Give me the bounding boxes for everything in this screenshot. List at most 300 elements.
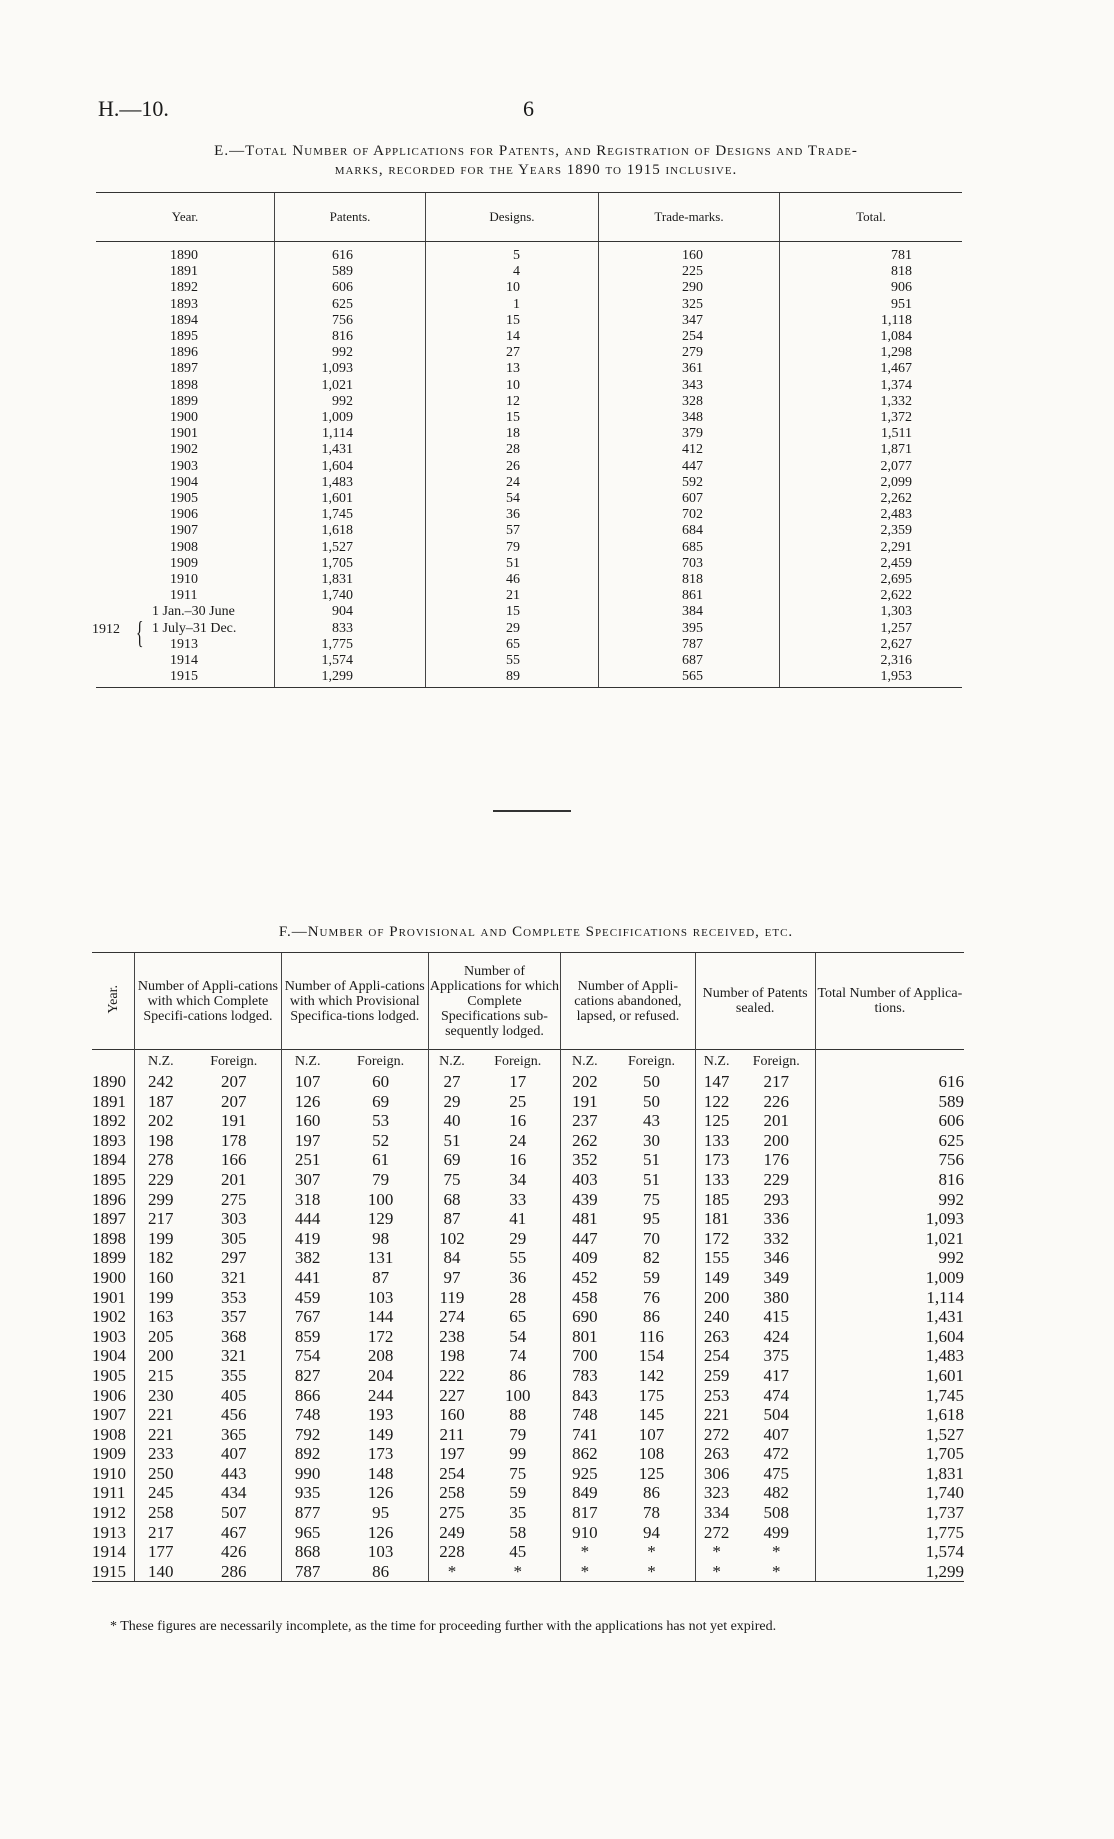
cell-year: 1895	[92, 1169, 126, 1189]
cell-total: 2,483	[780, 507, 963, 523]
cell-sealed-nz: 323	[695, 1483, 738, 1503]
cell-designs: 57	[426, 523, 599, 539]
cell-abandoned-nz: 409	[561, 1248, 609, 1268]
col-abandoned: Number of Appli-cations abandoned, lapsed, or refused.	[561, 953, 695, 1050]
cell-abandoned-foreign: 82	[642, 1248, 660, 1268]
cell-abandoned-nz: *	[561, 1562, 609, 1582]
cell-complete-nz: 233	[135, 1444, 187, 1464]
cell-abandoned-foreign: *	[647, 1542, 656, 1562]
cell-provisional-foreign: 61	[372, 1150, 390, 1170]
brace-icon: {	[135, 614, 144, 650]
cell-complete-foreign: 443	[220, 1463, 247, 1483]
sub-foreign: Foreign.	[475, 1050, 561, 1073]
cell-sealed-nz: *	[695, 1542, 738, 1562]
cell-subsequent-foreign: 35	[509, 1503, 527, 1523]
table-row	[96, 297, 962, 313]
sub-foreign: Foreign.	[333, 1050, 428, 1073]
cell-abandoned-nz: 237	[561, 1111, 609, 1131]
table-row	[96, 459, 962, 475]
cell-abandoned-nz: 817	[561, 1503, 609, 1523]
cell-complete-foreign: 207	[220, 1072, 247, 1091]
cell-year: 1896	[92, 1189, 126, 1209]
cell-subsequent-foreign: 34	[509, 1169, 527, 1189]
cell-patents: 904	[275, 604, 426, 620]
cell-trademarks: 684	[599, 523, 780, 539]
cell-abandoned-foreign: 95	[642, 1209, 660, 1229]
cell-sealed-foreign: 201	[763, 1111, 789, 1131]
cell-provisional-nz: 160	[281, 1111, 333, 1131]
cell-year: 1913	[170, 636, 198, 652]
cell-year: 1900	[92, 1267, 126, 1287]
cell-subsequent-foreign: 55	[509, 1248, 527, 1268]
cell-abandoned-nz: 783	[561, 1366, 609, 1386]
table-row	[96, 345, 962, 361]
cell-designs: 36	[426, 507, 599, 523]
cell-provisional-nz: 935	[281, 1483, 333, 1503]
cell-abandoned-nz: 925	[561, 1464, 609, 1484]
cell-abandoned-foreign: 70	[642, 1228, 660, 1248]
cell-year: 1901	[170, 426, 198, 442]
cell-subsequent-nz: 97	[428, 1268, 475, 1288]
document-reference: H.—10.	[98, 96, 169, 121]
cell-subsequent-foreign: 79	[509, 1424, 527, 1444]
table-f-header-row	[92, 953, 964, 1050]
cell-abandoned-foreign: 154	[638, 1346, 665, 1366]
table-row	[96, 604, 962, 620]
cell-trademarks: 384	[599, 604, 780, 620]
cell-provisional-foreign: 103	[367, 1542, 394, 1562]
cell-subsequent-nz: 274	[428, 1307, 475, 1327]
cell-subsequent-foreign: 33	[509, 1189, 527, 1209]
cell-complete-foreign: 178	[220, 1130, 247, 1150]
cell-sealed-nz: 173	[695, 1150, 738, 1170]
cell-year: 1911	[170, 588, 198, 604]
cell-abandoned-foreign: 50	[642, 1091, 660, 1111]
cell-trademarks: 685	[599, 540, 780, 556]
cell-total: 1,618	[815, 1405, 964, 1425]
cell-provisional-nz: 419	[281, 1229, 333, 1249]
cell-sealed-nz: 221	[695, 1405, 738, 1425]
cell-provisional-foreign: 173	[367, 1444, 394, 1464]
cell-complete-foreign: 305	[220, 1228, 247, 1248]
cell-sealed-foreign: 474	[763, 1385, 789, 1405]
cell-sealed-nz: 125	[695, 1111, 738, 1131]
cell-subsequent-foreign: 29	[509, 1228, 527, 1248]
cell-trademarks: 565	[599, 669, 780, 688]
cell-abandoned-foreign: 59	[642, 1267, 660, 1287]
cell-provisional-foreign: 86	[333, 1562, 428, 1582]
cell-patents: 1,574	[275, 653, 426, 669]
cell-provisional-nz: 307	[281, 1170, 333, 1190]
cell-provisional-nz: 441	[281, 1268, 333, 1288]
cell-total: 1,737	[815, 1503, 964, 1523]
cell-total: 1,332	[780, 394, 963, 410]
cell-subsequent-foreign: 99	[509, 1444, 527, 1464]
cell-subsequent-foreign: 16	[509, 1150, 527, 1170]
table-f	[92, 952, 964, 1582]
cell-designs: 4	[426, 264, 599, 280]
col-year: Year.	[92, 953, 135, 1050]
cell-year: 1897	[170, 361, 198, 377]
cell-trademarks: 703	[599, 556, 780, 572]
cell-subsequent-foreign: 36	[509, 1267, 527, 1287]
page-header	[98, 96, 968, 126]
cell-complete-foreign: 297	[220, 1248, 247, 1268]
cell-year: 1 Jan.–30 June	[152, 604, 235, 620]
cell-total: 818	[780, 264, 963, 280]
cell-abandoned-nz: 801	[561, 1327, 609, 1347]
cell-complete-nz: 199	[135, 1288, 187, 1308]
cell-subsequent-foreign: 25	[509, 1091, 527, 1111]
cell-total: 1,372	[780, 410, 963, 426]
cell-abandoned-nz: 843	[561, 1386, 609, 1406]
cell-complete-foreign: 467	[220, 1522, 247, 1542]
col-provisional: Number of Appli-cations with which Provisional Specifica-tions lodged.	[281, 953, 428, 1050]
table-e	[96, 192, 962, 688]
cell-trademarks: 412	[599, 442, 780, 458]
cell-provisional-nz: 868	[281, 1542, 333, 1562]
cell-year: 1911	[92, 1483, 126, 1503]
cell-total: 756	[815, 1150, 964, 1170]
cell-year: 1915	[96, 669, 275, 688]
cell-total: 2,316	[780, 653, 963, 669]
cell-provisional-nz: 787	[281, 1562, 333, 1582]
table-row	[92, 1366, 964, 1386]
cell-sealed-nz: 334	[695, 1503, 738, 1523]
cell-sealed-nz: 259	[695, 1366, 738, 1386]
cell-total: 1,467	[780, 361, 963, 377]
section-divider	[493, 810, 571, 812]
cell-total: 2,627	[780, 637, 963, 653]
cell-abandoned-foreign: 175	[638, 1385, 665, 1405]
cell-subsequent-nz: 275	[428, 1503, 475, 1523]
cell-patents: 833	[275, 621, 426, 637]
cell-abandoned-nz: 191	[561, 1092, 609, 1112]
cell-provisional-foreign: 204	[367, 1365, 394, 1385]
cell-abandoned-nz: 352	[561, 1150, 609, 1170]
cell-trademarks: 347	[599, 313, 780, 329]
cell-sealed-nz: *	[695, 1562, 738, 1582]
col-total: Total.	[780, 193, 963, 242]
table-row	[96, 507, 962, 523]
cell-year: 1898	[92, 1228, 126, 1248]
cell-provisional-foreign: 148	[367, 1463, 394, 1483]
cell-subsequent-nz: 160	[428, 1405, 475, 1425]
cell-sealed-foreign: 407	[763, 1424, 789, 1444]
cell-provisional-nz: 827	[281, 1366, 333, 1386]
cell-sealed-nz: 254	[695, 1346, 738, 1366]
cell-complete-nz: 140	[135, 1562, 187, 1582]
cell-complete-nz: 278	[135, 1150, 187, 1170]
table-row	[96, 410, 962, 426]
cell-total: 906	[780, 280, 963, 296]
cell-abandoned-nz: *	[561, 1542, 609, 1562]
cell-subsequent-nz: 68	[428, 1190, 475, 1210]
cell-year: 1906	[170, 507, 198, 523]
cell-year: 1907	[170, 523, 198, 539]
cell-provisional-nz: 126	[281, 1092, 333, 1112]
cell-abandoned-nz: 447	[561, 1229, 609, 1249]
footnote: * These figures are necessarily incomplete, as the time for proceeding further with the applications has not yet expired.	[110, 1619, 777, 1634]
cell-sealed-nz: 133	[695, 1131, 738, 1151]
cell-subsequent-nz: 238	[428, 1327, 475, 1347]
table-row	[96, 653, 962, 669]
cell-sealed-foreign: 508	[763, 1503, 789, 1523]
sub-nz: N.Z.	[281, 1050, 333, 1073]
cell-complete-foreign: 434	[220, 1483, 247, 1503]
table-row	[92, 1464, 964, 1484]
cell-total: 1,374	[780, 378, 963, 394]
cell-total: 1,299	[815, 1562, 964, 1582]
cell-total: 625	[815, 1131, 964, 1151]
cell-provisional-nz: 877	[281, 1503, 333, 1523]
cell-provisional-foreign: 244	[367, 1385, 394, 1405]
col-year: Year.	[96, 193, 275, 242]
cell-trademarks: 861	[599, 588, 780, 604]
cell-year: 1903	[170, 458, 198, 474]
cell-complete-nz: 299	[135, 1190, 187, 1210]
cell-patents: 1,093	[275, 361, 426, 377]
cell-total: 1,483	[815, 1346, 964, 1366]
cell-year: 1907	[92, 1405, 126, 1425]
table-f-subheader-row	[92, 1050, 964, 1073]
cell-designs: 5	[426, 242, 599, 265]
table-row	[92, 1425, 964, 1445]
cell-total: 992	[815, 1190, 964, 1210]
cell-year: 1906	[92, 1385, 126, 1405]
table-row	[96, 313, 962, 329]
cell-provisional-foreign: 193	[367, 1405, 394, 1425]
cell-subsequent-nz: 29	[428, 1092, 475, 1112]
cell-sealed-foreign: 417	[763, 1365, 789, 1385]
cell-provisional-foreign: 172	[367, 1326, 394, 1346]
cell-trademarks: 225	[599, 264, 780, 280]
cell-abandoned-nz: 262	[561, 1131, 609, 1151]
cell-complete-nz: 200	[135, 1346, 187, 1366]
table-e-title: E.—Total Number of Applications for Patents, and Registration of Designs and Trade- marks, recorded for the Years 1890 to 1915 inclusive.	[214, 143, 858, 178]
cell-total: 1,118	[780, 313, 963, 329]
cell-sealed-foreign: 482	[763, 1483, 789, 1503]
table-e-header-row	[96, 193, 962, 242]
cell-year: 1894	[170, 312, 198, 328]
cell-subsequent-nz: 228	[428, 1542, 475, 1562]
cell-total: 1,705	[815, 1444, 964, 1464]
sub-nz: N.Z.	[135, 1050, 187, 1073]
cell-abandoned-foreign: 125	[638, 1463, 665, 1483]
cell-year: 1909	[92, 1444, 126, 1464]
cell-complete-nz: 242	[135, 1072, 187, 1092]
cell-total: 1,431	[815, 1307, 964, 1327]
table-row	[96, 242, 962, 265]
cell-patents: 1,831	[275, 572, 426, 588]
cell-sealed-foreign: 504	[763, 1405, 789, 1425]
cell-patents: 606	[275, 280, 426, 296]
cell-subsequent-nz: 197	[428, 1444, 475, 1464]
cell-provisional-foreign: 79	[372, 1169, 390, 1189]
cell-trademarks: 447	[599, 459, 780, 475]
table-row	[96, 540, 962, 556]
cell-year: 1914	[92, 1542, 126, 1562]
cell-sealed-foreign: 380	[763, 1287, 789, 1307]
cell-designs: 15	[426, 410, 599, 426]
cell-trademarks: 290	[599, 280, 780, 296]
cell-complete-foreign: 405	[220, 1385, 247, 1405]
cell-trademarks: 328	[599, 394, 780, 410]
cell-trademarks: 254	[599, 329, 780, 345]
cell-provisional-nz: 444	[281, 1209, 333, 1229]
cell-subsequent-nz: 254	[428, 1464, 475, 1484]
table-row	[96, 394, 962, 410]
cell-sealed-foreign: 349	[763, 1267, 789, 1287]
cell-abandoned-foreign: 107	[638, 1424, 665, 1444]
cell-patents: 589	[275, 264, 426, 280]
cell-patents: 1,527	[275, 540, 426, 556]
table-row	[92, 1170, 964, 1190]
cell-provisional-nz: 459	[281, 1288, 333, 1308]
table-row	[92, 1229, 964, 1249]
cell-sealed-foreign: 200	[763, 1130, 789, 1150]
cell-designs: 27	[426, 345, 599, 361]
cell-provisional-nz: 107	[281, 1072, 333, 1092]
cell-year: 1896	[170, 345, 198, 361]
cell-complete-foreign: 407	[220, 1444, 247, 1464]
cell-sealed-nz: 240	[695, 1307, 738, 1327]
cell-patents: 1,021	[275, 378, 426, 394]
cell-patents: 992	[275, 345, 426, 361]
sub-foreign: Foreign.	[608, 1050, 695, 1073]
cell-year: 1892	[170, 280, 198, 296]
cell-total: 951	[780, 297, 963, 313]
cell-year: 1902	[170, 442, 198, 458]
table-row	[96, 637, 962, 653]
cell-total: 1,775	[815, 1523, 964, 1543]
cell-sealed-nz: 147	[695, 1072, 738, 1092]
cell-provisional-nz: 318	[281, 1190, 333, 1210]
cell-sealed-foreign: 217	[763, 1072, 789, 1091]
cell-sealed-foreign: 499	[763, 1522, 789, 1542]
cell-year: 1 July–31 Dec.	[152, 620, 237, 636]
table-row	[92, 1523, 964, 1543]
cell-year: 1905	[170, 491, 198, 507]
cell-designs: 1	[426, 297, 599, 313]
cell-patents: 1,604	[275, 459, 426, 475]
table-row	[96, 361, 962, 377]
cell-abandoned-foreign: 145	[638, 1405, 665, 1425]
cell-provisional-nz: 892	[281, 1444, 333, 1464]
cell-year: 1897	[92, 1209, 126, 1229]
table-row	[96, 588, 962, 604]
table-row	[92, 1405, 964, 1425]
table-f-title: F.—Number of Provisional and Complete Specifications received, etc.	[278, 924, 794, 940]
cell-abandoned-foreign: 78	[642, 1503, 660, 1523]
cell-complete-foreign: 166	[220, 1150, 247, 1170]
cell-abandoned-foreign: 75	[642, 1189, 660, 1209]
cell-complete-nz: 258	[135, 1503, 187, 1523]
cell-sealed-foreign: *	[738, 1562, 816, 1582]
cell-abandoned-foreign: 50	[642, 1072, 660, 1091]
table-row	[92, 1092, 964, 1112]
table-row	[96, 621, 962, 637]
cell-designs: 12	[426, 394, 599, 410]
sub-nz: N.Z.	[695, 1050, 738, 1073]
table-row	[96, 378, 962, 394]
cell-sealed-foreign: 176	[763, 1150, 789, 1170]
cell-year: 1899	[170, 393, 198, 409]
cell-patents: 616	[275, 242, 426, 265]
cell-designs: 15	[426, 604, 599, 620]
cell-year: 1900	[170, 410, 198, 426]
cell-complete-nz: 221	[135, 1405, 187, 1425]
cell-subsequent-foreign: 75	[509, 1463, 527, 1483]
col-patents: Patents.	[275, 193, 426, 242]
cell-subsequent-foreign: 54	[509, 1326, 527, 1346]
cell-provisional-foreign: 208	[367, 1346, 394, 1366]
cell-patents: 1,114	[275, 426, 426, 442]
cell-sealed-nz: 185	[695, 1190, 738, 1210]
cell-total: 1,084	[780, 329, 963, 345]
cell-complete-foreign: 286	[187, 1562, 282, 1582]
table-row	[96, 556, 962, 572]
cell-subsequent-foreign: 58	[509, 1522, 527, 1542]
cell-sealed-nz: 122	[695, 1092, 738, 1112]
table-row	[92, 1072, 964, 1092]
cell-subsequent-nz: 222	[428, 1366, 475, 1386]
cell-provisional-foreign: 131	[367, 1248, 394, 1268]
cell-abandoned-foreign: 86	[642, 1307, 660, 1327]
cell-subsequent-foreign: 16	[509, 1111, 527, 1131]
cell-subsequent-nz: 198	[428, 1346, 475, 1366]
cell-trademarks: 395	[599, 621, 780, 637]
cell-year: 1899	[92, 1248, 126, 1268]
cell-subsequent-foreign: 65	[509, 1307, 527, 1327]
cell-trademarks: 592	[599, 475, 780, 491]
cell-year: 1894	[92, 1150, 126, 1170]
cell-provisional-foreign: 69	[372, 1091, 390, 1111]
cell-trademarks: 687	[599, 653, 780, 669]
cell-sealed-nz: 172	[695, 1229, 738, 1249]
cell-designs: 15	[426, 313, 599, 329]
cell-abandoned-nz: 202	[561, 1072, 609, 1092]
cell-provisional-nz: 990	[281, 1464, 333, 1484]
cell-patents: 1,601	[275, 491, 426, 507]
cell-year: 1901	[92, 1287, 126, 1307]
cell-complete-nz: 230	[135, 1386, 187, 1406]
cell-subsequent-foreign: 86	[509, 1365, 527, 1385]
cell-complete-foreign: 321	[220, 1346, 247, 1366]
cell-subsequent-nz: 84	[428, 1248, 475, 1268]
cell-total: 589	[815, 1092, 964, 1112]
cell-patents: 1,618	[275, 523, 426, 539]
cell-sealed-foreign: 346	[763, 1248, 789, 1268]
cell-provisional-foreign: 95	[372, 1503, 390, 1523]
cell-complete-foreign: 207	[220, 1091, 247, 1111]
cell-provisional-nz: 251	[281, 1150, 333, 1170]
cell-abandoned-nz: 481	[561, 1209, 609, 1229]
cell-subsequent-nz: 75	[428, 1170, 475, 1190]
cell-patents: 756	[275, 313, 426, 329]
cell-complete-foreign: 368	[220, 1326, 247, 1346]
sub-nz: N.Z.	[561, 1050, 609, 1073]
cell-abandoned-foreign: 86	[642, 1483, 660, 1503]
cell-designs: 13	[426, 361, 599, 377]
cell-year: 1914	[170, 653, 198, 669]
cell-complete-nz: 202	[135, 1111, 187, 1131]
cell-subsequent-nz: 87	[428, 1209, 475, 1229]
cell-year: 1915	[92, 1562, 135, 1582]
col-total: Total Number of Applica-tions.	[815, 953, 964, 1050]
cell-designs: 29	[426, 621, 599, 637]
cell-abandoned-foreign: 76	[642, 1287, 660, 1307]
